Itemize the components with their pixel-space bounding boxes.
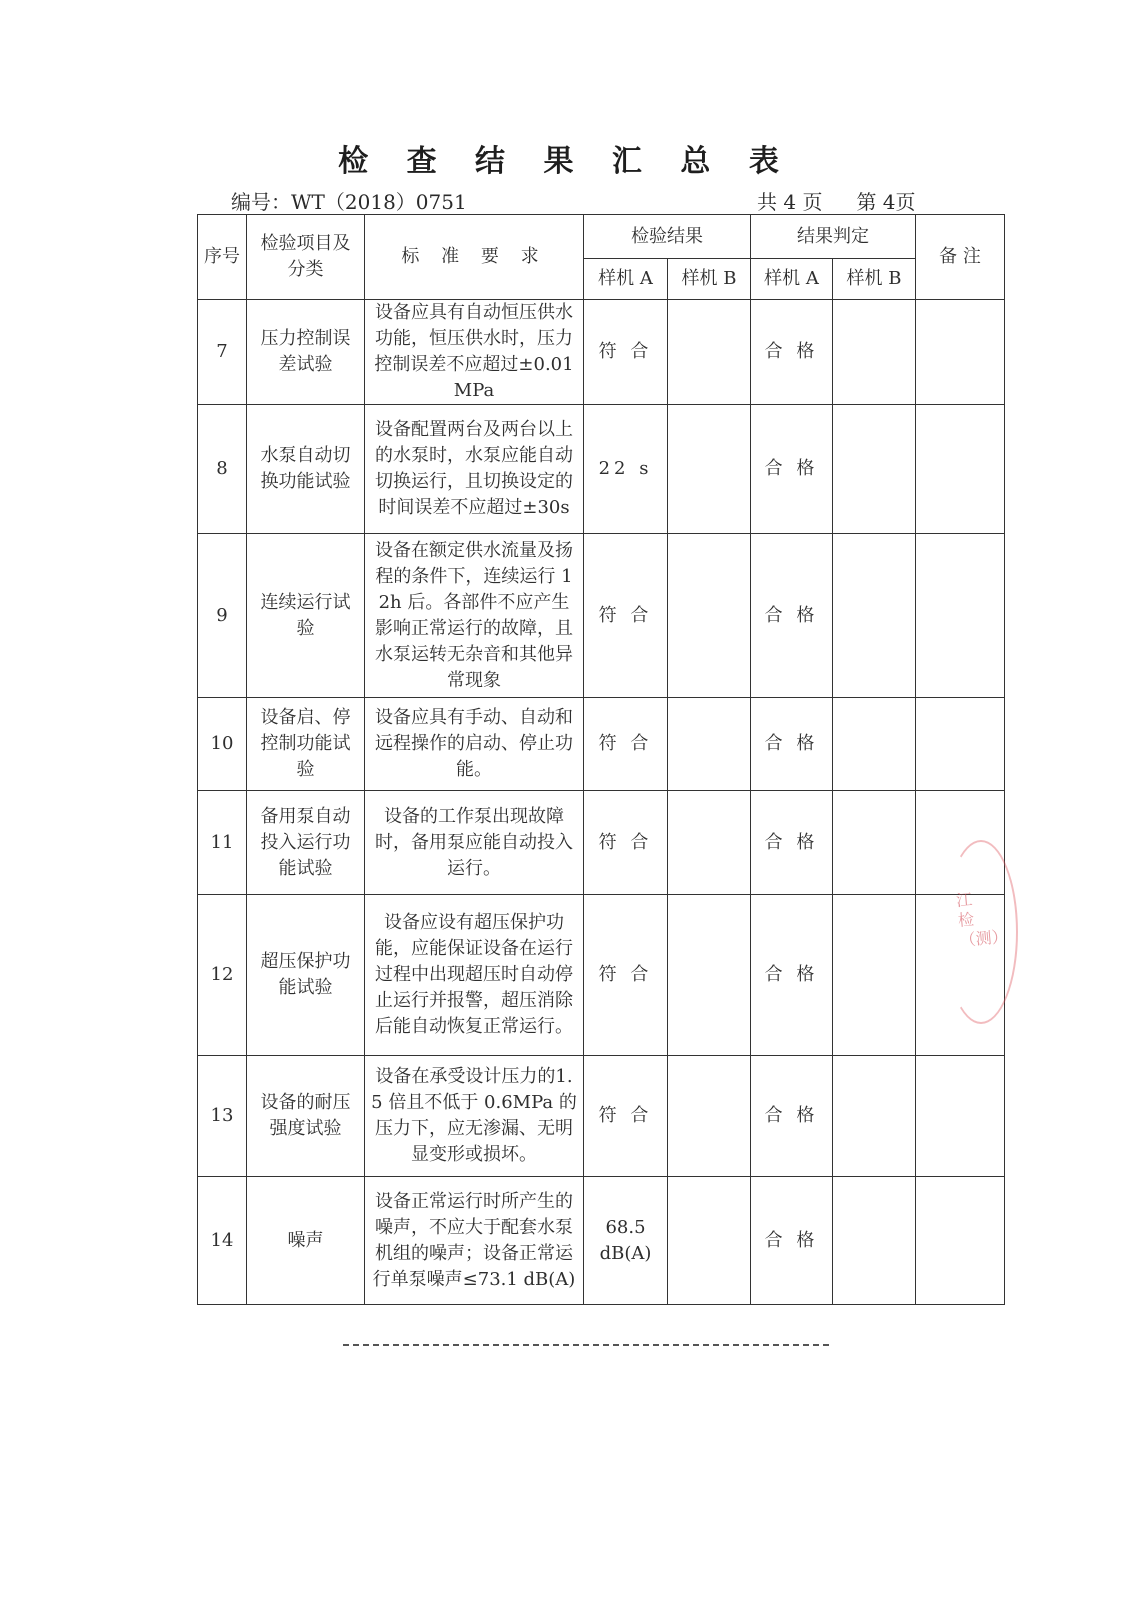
- row-seq: 11: [198, 791, 247, 895]
- row-judge-b: [833, 1056, 916, 1177]
- results-table: [197, 214, 1009, 1305]
- row-seq: 14: [198, 1177, 247, 1305]
- row-requirement: 设备在额定供水流量及扬程的条件下，连续运行 12h 后。各部件不应产生影响正常运行的故障，且水泵运转无杂音和其他异常现象: [365, 534, 584, 698]
- row-item: 连续运行试验: [247, 534, 365, 698]
- header-item: 检验项目及分类: [247, 215, 365, 300]
- row-judge-a: 合 格: [751, 698, 833, 791]
- row-seq: 7: [198, 300, 247, 405]
- row-result-a: 符 合: [584, 791, 668, 895]
- page-info: [757, 186, 916, 215]
- row-result-b: [668, 534, 751, 698]
- row-judge-a: 合 格: [751, 791, 833, 895]
- row-item: 水泵自动切换功能试验: [247, 405, 365, 534]
- row-requirement: 设备应具有自动恒压供水功能，恒压供水时，压力控制误差不应超过±0.01MPa: [365, 300, 584, 405]
- row-result-b: [668, 405, 751, 534]
- table-row: [198, 534, 1005, 698]
- header-judge-b: 样机 B: [833, 259, 916, 300]
- row-result-a: 符 合: [584, 534, 668, 698]
- header-seq: 序号: [198, 215, 247, 300]
- header-judge-group: 结果判定: [751, 215, 916, 259]
- header-sample-b: 样机 B: [668, 259, 751, 300]
- header-judge-a: 样机 A: [751, 259, 833, 300]
- row-judge-b: [833, 698, 916, 791]
- row-item: 压力控制误差试验: [247, 300, 365, 405]
- row-result-b: [668, 895, 751, 1056]
- table-row: [198, 698, 1005, 791]
- row-remark: [916, 534, 1005, 698]
- row-requirement: 设备应设有超压保护功能，应能保证设备在运行过程中出现超压时自动停止运行并报警，超压消除后能自动恢复正常运行。: [365, 895, 584, 1056]
- row-requirement: 设备在承受设计压力的1.5 倍且不低于 0.6MPa 的压力下，应无渗漏、无明显变形或损坏。: [365, 1056, 584, 1177]
- row-remark: [916, 1177, 1005, 1305]
- row-result-a: 符 合: [584, 1056, 668, 1177]
- row-judge-b: [833, 405, 916, 534]
- row-judge-a: 合 格: [751, 300, 833, 405]
- header-result-group: 检验结果: [584, 215, 751, 259]
- row-seq: 9: [198, 534, 247, 698]
- row-result-b: [668, 1177, 751, 1305]
- row-judge-b: [833, 1177, 916, 1305]
- row-result-a: 符 合: [584, 300, 668, 405]
- header-remark: 备 注: [916, 215, 1005, 300]
- row-result-a: 符 合: [584, 698, 668, 791]
- footer-divider: [343, 1344, 829, 1346]
- table-row: [198, 791, 1005, 895]
- row-result-b: [668, 791, 751, 895]
- page-title: 检 查 结 果 汇 总 表: [338, 144, 793, 179]
- total-pages: 共 4 页: [757, 190, 823, 214]
- current-page: 第 4页: [856, 190, 916, 214]
- row-item: 设备启、停控制功能试验: [247, 698, 365, 791]
- row-result-a: 符 合: [584, 895, 668, 1056]
- row-result-a: 22 s: [584, 405, 668, 534]
- row-result-b: [668, 300, 751, 405]
- row-requirement: 设备正常运行时所产生的噪声，不应大于配套水泵机组的噪声；设备正常运行单泵噪声≤73.1 dB(A): [365, 1177, 584, 1305]
- row-remark: [916, 405, 1005, 534]
- row-item: 噪声: [247, 1177, 365, 1305]
- header-standard: 标 准 要 求: [365, 215, 584, 300]
- row-result-b: [668, 698, 751, 791]
- header-sample-a: 样机 A: [584, 259, 668, 300]
- row-judge-a: 合 格: [751, 1056, 833, 1177]
- row-remark: [916, 300, 1005, 405]
- row-requirement: 设备的工作泵出现故障时，备用泵应能自动投入运行。: [365, 791, 584, 895]
- row-result-a: 68.5 dB(A): [584, 1177, 668, 1305]
- row-item: 备用泵自动投入运行功能试验: [247, 791, 365, 895]
- row-judge-b: [833, 791, 916, 895]
- table-row: [198, 300, 1005, 405]
- row-item: 超压保护功能试验: [247, 895, 365, 1056]
- row-judge-a: 合 格: [751, 534, 833, 698]
- row-seq: 13: [198, 1056, 247, 1177]
- table-row: [198, 1177, 1005, 1305]
- table-row: [198, 895, 1005, 1056]
- row-item: 设备的耐压强度试验: [247, 1056, 365, 1177]
- row-judge-b: [833, 300, 916, 405]
- table-row: [198, 1056, 1005, 1177]
- row-judge-b: [833, 895, 916, 1056]
- row-seq: 10: [198, 698, 247, 791]
- seal-stamp-text: 江检（测）: [955, 889, 1009, 950]
- row-remark: [916, 698, 1005, 791]
- report-serial: 编号：WT（2018）0751: [231, 190, 467, 214]
- row-judge-a: 合 格: [751, 1177, 833, 1305]
- row-seq: 8: [198, 405, 247, 534]
- row-requirement: 设备配置两台及两台以上的水泵时，水泵应能自动切换运行，且切换设定的时间误差不应超过±30s: [365, 405, 584, 534]
- row-result-b: [668, 1056, 751, 1177]
- row-remark: [916, 1056, 1005, 1177]
- row-judge-a: 合 格: [751, 405, 833, 534]
- row-seq: 12: [198, 895, 247, 1056]
- table-row: [198, 405, 1005, 534]
- row-judge-b: [833, 534, 916, 698]
- row-requirement: 设备应具有手动、自动和远程操作的启动、停止功能。: [365, 698, 584, 791]
- row-judge-a: 合 格: [751, 895, 833, 1056]
